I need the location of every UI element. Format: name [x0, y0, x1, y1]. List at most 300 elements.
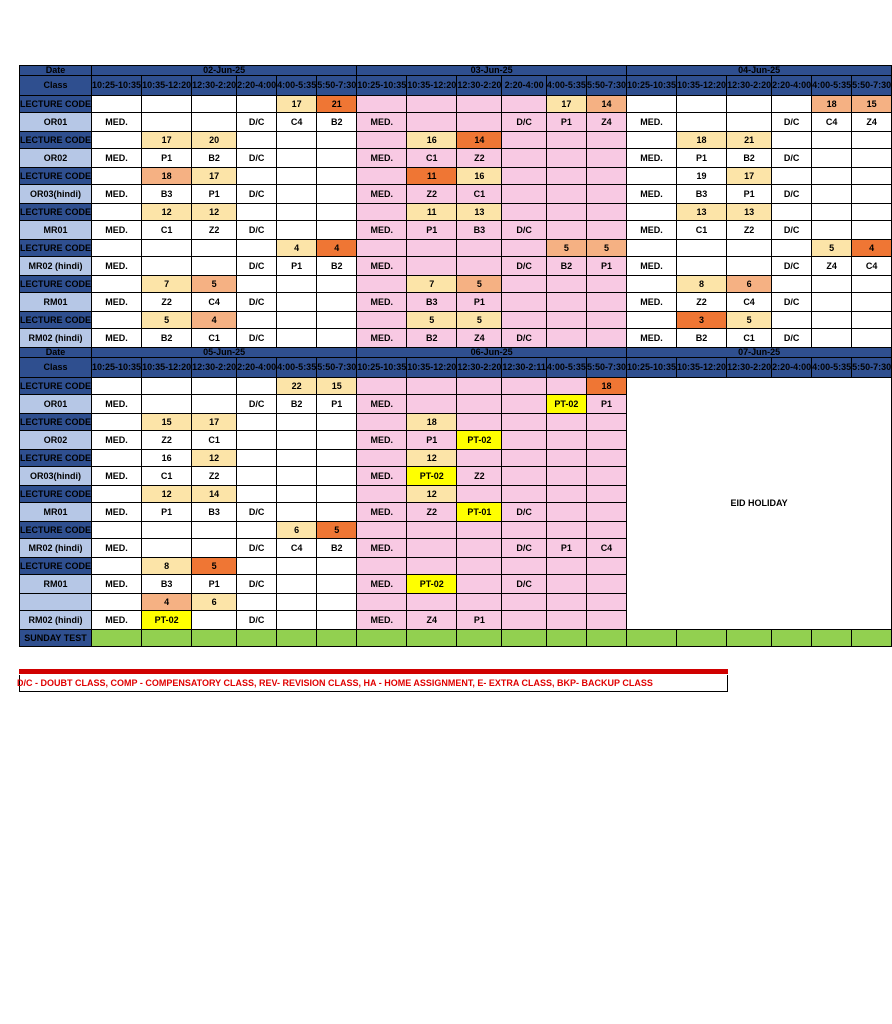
- schedule-cell: [546, 168, 586, 185]
- schedule-cell: [502, 395, 547, 414]
- schedule-cell: B2: [277, 395, 317, 414]
- schedule-cell: [812, 149, 852, 168]
- schedule-cell: [277, 312, 317, 329]
- schedule-cell: [317, 293, 357, 312]
- schedule-cell: P1: [407, 431, 457, 450]
- schedule-cell: B2: [317, 539, 357, 558]
- schedule-cell: 21: [317, 96, 357, 113]
- schedule-cell: [502, 450, 547, 467]
- sunday-test-cell: [626, 630, 676, 647]
- schedule-cell: [457, 414, 502, 431]
- schedule-cell: 5: [586, 240, 626, 257]
- schedule-cell: P1: [317, 395, 357, 414]
- schedule-cell: MED.: [626, 329, 676, 348]
- schedule-cell: 17: [277, 96, 317, 113]
- lecture-code-label: LECTURE CODE: [20, 132, 92, 149]
- schedule-cell: 5: [457, 276, 502, 293]
- schedule-cell: [772, 204, 812, 221]
- schedule-cell: D/C: [237, 113, 277, 132]
- schedule-cell: [277, 450, 317, 467]
- schedule-cell: Z2: [192, 221, 237, 240]
- schedule-cell: C4: [812, 113, 852, 132]
- class-name: OR03(hindi): [20, 185, 92, 204]
- schedule-cell: Z2: [677, 293, 727, 312]
- schedule-cell: D/C: [502, 503, 547, 522]
- schedule-cell: [546, 204, 586, 221]
- schedule-cell: [457, 539, 502, 558]
- schedule-cell: P1: [586, 257, 626, 276]
- schedule-cell: [457, 594, 502, 611]
- schedule-cell: 16: [457, 168, 502, 185]
- schedule-cell: MED.: [357, 293, 407, 312]
- schedule-cell: PT-01: [457, 503, 502, 522]
- schedule-cell: MED.: [92, 431, 142, 450]
- schedule-cell: [546, 329, 586, 348]
- time-slot-header: 10:35-12:20: [407, 76, 457, 96]
- schedule-cell: [357, 132, 407, 149]
- sunday-test-label: SUNDAY TEST: [20, 630, 92, 647]
- schedule-cell: 6: [277, 522, 317, 539]
- schedule-cell: [277, 414, 317, 431]
- schedule-cell: [237, 467, 277, 486]
- time-slot-header: 4:00-5:35: [277, 76, 317, 96]
- schedule-cell: [407, 378, 457, 395]
- schedule-cell: Z4: [586, 113, 626, 132]
- schedule-cell: [237, 450, 277, 467]
- class-row: [20, 185, 892, 204]
- schedule-cell: [317, 467, 357, 486]
- schedule-cell: [586, 522, 626, 539]
- schedule-cell: B2: [546, 257, 586, 276]
- schedule-cell: 4: [142, 594, 192, 611]
- schedule-cell: [407, 522, 457, 539]
- schedule-cell: P1: [192, 575, 237, 594]
- schedule-cell: D/C: [237, 395, 277, 414]
- date-header: 04-Jun-25: [626, 66, 891, 76]
- time-slot-header: 10:25-10:35: [92, 358, 142, 378]
- schedule-cell: [586, 467, 626, 486]
- schedule-cell: C4: [277, 539, 317, 558]
- schedule-cell: [852, 276, 892, 293]
- schedule-cell: [237, 522, 277, 539]
- schedule-cell: [502, 240, 547, 257]
- schedule-cell: [142, 522, 192, 539]
- schedule-cell: MED.: [92, 149, 142, 168]
- schedule-cell: [546, 486, 586, 503]
- lecture-code-label: LECTURE CODE: [20, 450, 92, 467]
- schedule-cell: [277, 293, 317, 312]
- schedule-cell: [457, 113, 502, 132]
- schedule-cell: B2: [142, 329, 192, 348]
- lecture-code-row: [20, 240, 892, 257]
- schedule-cell: MED.: [357, 329, 407, 348]
- schedule-cell: [237, 378, 277, 395]
- schedule-cell: [192, 240, 237, 257]
- schedule-cell: MED.: [357, 611, 407, 630]
- schedule-cell: D/C: [237, 503, 277, 522]
- lecture-code-row: [20, 96, 892, 113]
- schedule-cell: 17: [546, 96, 586, 113]
- schedule-cell: [92, 204, 142, 221]
- schedule-cell: [852, 329, 892, 348]
- schedule-cell: [357, 240, 407, 257]
- lecture-code-label: LECTURE CODE: [20, 204, 92, 221]
- schedule-cell: [546, 414, 586, 431]
- schedule-cell: 15: [317, 378, 357, 395]
- schedule-cell: [852, 149, 892, 168]
- schedule-cell: 4: [277, 240, 317, 257]
- schedule-cell: 11: [407, 204, 457, 221]
- schedule-cell: [92, 558, 142, 575]
- time-slot-header: 10:35-12:20: [142, 76, 192, 96]
- schedule-cell: 14: [457, 132, 502, 149]
- schedule-cell: 8: [677, 276, 727, 293]
- schedule-cell: D/C: [772, 257, 812, 276]
- schedule-cell: [357, 414, 407, 431]
- schedule-cell: 5: [812, 240, 852, 257]
- schedule-cell: [546, 467, 586, 486]
- schedule-cell: [546, 378, 586, 395]
- schedule-cell: 17: [727, 168, 772, 185]
- schedule-cell: [546, 185, 586, 204]
- date-header: 02-Jun-25: [92, 66, 357, 76]
- schedule-cell: [457, 486, 502, 503]
- schedule-cell: [812, 276, 852, 293]
- schedule-cell: [457, 522, 502, 539]
- sunday-test-cell: [812, 630, 852, 647]
- schedule-cell: [586, 204, 626, 221]
- time-slot-header: 10:35-12:20: [407, 358, 457, 378]
- sunday-test-cell: [317, 630, 357, 647]
- schedule-cell: D/C: [237, 149, 277, 168]
- schedule-cell: [502, 312, 547, 329]
- schedule-cell: [852, 293, 892, 312]
- schedule-cell: [546, 293, 586, 312]
- schedule-cell: 18: [142, 168, 192, 185]
- time-slot-header: 2:20-4:00: [237, 76, 277, 96]
- schedule-cell: [277, 149, 317, 168]
- schedule-cell: [407, 96, 457, 113]
- schedule-cell: 20: [192, 132, 237, 149]
- schedule-cell: [502, 185, 547, 204]
- lecture-code-label: LECTURE CODE: [20, 312, 92, 329]
- schedule-cell: [546, 522, 586, 539]
- lecture-code-row: [20, 312, 892, 329]
- schedule-cell: [502, 168, 547, 185]
- time-slot-header: 12:30-2:20: [727, 358, 772, 378]
- time-slot-header: 4:00-5:35: [812, 358, 852, 378]
- schedule-cell: [586, 132, 626, 149]
- schedule-cell: 18: [407, 414, 457, 431]
- schedule-cell: [586, 185, 626, 204]
- schedule-cell: [812, 185, 852, 204]
- schedule-cell: [277, 168, 317, 185]
- class-name: RM01: [20, 293, 92, 312]
- sunday-test-cell: [237, 630, 277, 647]
- sunday-test-cell: [192, 630, 237, 647]
- schedule-cell: [317, 221, 357, 240]
- time-slot-header: 10:35-12:20: [677, 358, 727, 378]
- schedule-cell: MED.: [626, 113, 676, 132]
- schedule-cell: 5: [727, 312, 772, 329]
- schedule-cell: C4: [192, 293, 237, 312]
- schedule-cell: P1: [546, 539, 586, 558]
- lecture-code-label: LECTURE CODE: [20, 96, 92, 113]
- schedule-cell: [357, 96, 407, 113]
- schedule-cell: 5: [457, 312, 502, 329]
- class-name: RM01: [20, 575, 92, 594]
- sunday-test-cell: [92, 630, 142, 647]
- schedule-cell: [586, 594, 626, 611]
- schedule-cell: [586, 312, 626, 329]
- schedule-cell: [237, 594, 277, 611]
- schedule-cell: MED.: [357, 395, 407, 414]
- schedule-cell: [92, 132, 142, 149]
- schedule-cell: [502, 96, 547, 113]
- schedule-cell: D/C: [237, 611, 277, 630]
- schedule-cell: [237, 276, 277, 293]
- schedule-cell: [812, 204, 852, 221]
- schedule-cell: [237, 431, 277, 450]
- schedule-cell: [626, 168, 676, 185]
- lecture-code-label: LECTURE CODE: [20, 486, 92, 503]
- time-header-row: [20, 358, 892, 378]
- schedule-cell: 14: [586, 96, 626, 113]
- time-slot-header: 5:50-7:30: [586, 76, 626, 96]
- schedule-cell: MED.: [92, 539, 142, 558]
- class-row: [20, 293, 892, 312]
- date-header: 05-Jun-25: [92, 348, 357, 358]
- schedule-cell: Z4: [407, 611, 457, 630]
- schedule-cell: [586, 431, 626, 450]
- schedule-cell: [92, 414, 142, 431]
- schedule-cell: [502, 594, 547, 611]
- sunday-test-cell: [357, 630, 407, 647]
- schedule-cell: [192, 113, 237, 132]
- schedule-cell: B3: [457, 221, 502, 240]
- schedule-cell: 16: [142, 450, 192, 467]
- class-name: MR01: [20, 221, 92, 240]
- schedule-cell: [626, 312, 676, 329]
- schedule-cell: [237, 558, 277, 575]
- schedule-cell: C1: [457, 185, 502, 204]
- schedule-cell: 12: [407, 486, 457, 503]
- schedule-cell: [277, 185, 317, 204]
- schedule-cell: [192, 395, 237, 414]
- schedule-cell: [546, 558, 586, 575]
- schedule-cell: [457, 378, 502, 395]
- schedule-cell: P1: [457, 611, 502, 630]
- schedule-cell: 5: [192, 276, 237, 293]
- time-slot-header: 10:25-10:35: [626, 76, 676, 96]
- schedule-cell: B2: [677, 329, 727, 348]
- class-name: RM02 (hindi): [20, 611, 92, 630]
- class-label: Class: [20, 76, 92, 96]
- sunday-test-cell: [546, 630, 586, 647]
- schedule-cell: MED.: [92, 293, 142, 312]
- schedule-cell: D/C: [772, 113, 812, 132]
- schedule-cell: [812, 221, 852, 240]
- schedule-cell: [546, 594, 586, 611]
- schedule-cell: [277, 431, 317, 450]
- schedule-cell: C1: [407, 149, 457, 168]
- schedule-cell: [407, 558, 457, 575]
- sunday-test-cell: [727, 630, 772, 647]
- schedule-cell: Z2: [142, 293, 192, 312]
- date-label: Date: [20, 348, 92, 358]
- schedule-cell: 11: [407, 168, 457, 185]
- time-slot-header: 12:30-2:20: [457, 358, 502, 378]
- schedule-cell: [812, 329, 852, 348]
- class-name: OR02: [20, 431, 92, 450]
- time-slot-header: 2:20-4:00: [772, 76, 812, 96]
- schedule-cell: [192, 611, 237, 630]
- schedule-cell: [92, 522, 142, 539]
- schedule-cell: [142, 539, 192, 558]
- schedule-cell: [812, 312, 852, 329]
- schedule-cell: PT-02: [407, 467, 457, 486]
- schedule-cell: 5: [142, 312, 192, 329]
- schedule-cell: [277, 204, 317, 221]
- schedule-cell: [727, 113, 772, 132]
- schedule-cell: [586, 450, 626, 467]
- schedule-cell: C4: [586, 539, 626, 558]
- schedule-cell: [237, 312, 277, 329]
- schedule-cell: [586, 221, 626, 240]
- time-slot-header: 5:50-7:30: [852, 358, 892, 378]
- time-slot-header: 12:30-2:20: [727, 76, 772, 96]
- schedule-cell: PT-02: [546, 395, 586, 414]
- schedule-cell: [317, 450, 357, 467]
- schedule-cell: Z4: [852, 113, 892, 132]
- schedule-cell: [92, 594, 142, 611]
- schedule-cell: [812, 293, 852, 312]
- time-slot-header: 10:25-10:35: [92, 76, 142, 96]
- schedule-cell: MED.: [357, 149, 407, 168]
- schedule-cell: MED.: [92, 575, 142, 594]
- schedule-cell: 17: [142, 132, 192, 149]
- schedule-cell: [317, 611, 357, 630]
- schedule-cell: [852, 132, 892, 149]
- class-row: [20, 221, 892, 240]
- schedule-cell: [317, 132, 357, 149]
- schedule-cell: [192, 96, 237, 113]
- schedule-cell: C4: [277, 113, 317, 132]
- schedule-cell: D/C: [237, 293, 277, 312]
- time-slot-header: 4:00-5:35: [277, 358, 317, 378]
- legend-footer: D/C - DOUBT CLASS, COMP - COMPENSATORY CLASS, REV- REVISION CLASS, HA - HOME ASSIGNMENT, E- EXTRA CLASS, BKP- BACKUP CLASS: [19, 675, 728, 692]
- lecture-code-label: LECTURE CODE: [20, 522, 92, 539]
- schedule-cell: [277, 329, 317, 348]
- schedule-cell: MED.: [92, 185, 142, 204]
- schedule-cell: P1: [407, 221, 457, 240]
- schedule-cell: B2: [192, 149, 237, 168]
- schedule-cell: [586, 414, 626, 431]
- schedule-cell: D/C: [772, 149, 812, 168]
- schedule-cell: D/C: [502, 257, 547, 276]
- schedule-cell: 18: [812, 96, 852, 113]
- schedule-cell: [772, 312, 812, 329]
- lecture-code-label: LECTURE CODE: [20, 414, 92, 431]
- schedule-cell: [237, 240, 277, 257]
- schedule-cell: [502, 558, 547, 575]
- schedule-cell: [502, 431, 547, 450]
- schedule-cell: MED.: [92, 503, 142, 522]
- schedule-cell: [357, 312, 407, 329]
- date-label: Date: [20, 66, 92, 76]
- schedule-cell: [357, 450, 407, 467]
- schedule-cell: [277, 503, 317, 522]
- sunday-test-cell: [142, 630, 192, 647]
- schedule-cell: [357, 558, 407, 575]
- schedule-cell: P1: [677, 149, 727, 168]
- schedule-cell: MED.: [357, 539, 407, 558]
- schedule-cell: C1: [677, 221, 727, 240]
- schedule-cell: [92, 96, 142, 113]
- schedule-cell: 13: [457, 204, 502, 221]
- schedule-cell: P1: [727, 185, 772, 204]
- time-slot-header: 10:25-10:35: [357, 76, 407, 96]
- lecture-code-label: LECTURE CODE: [20, 276, 92, 293]
- time-slot-header: 12:30-2:20: [192, 76, 237, 96]
- schedule-cell: [407, 240, 457, 257]
- schedule-cell: [626, 96, 676, 113]
- schedule-cell: [277, 486, 317, 503]
- schedule-cell: MED.: [357, 467, 407, 486]
- schedule-cell: [457, 240, 502, 257]
- schedule-cell: [457, 450, 502, 467]
- schedule-cell: MED.: [92, 221, 142, 240]
- schedule-cell: C1: [142, 467, 192, 486]
- schedule-cell: MED.: [626, 185, 676, 204]
- schedule-cell: 5: [317, 522, 357, 539]
- schedule-cell: [317, 149, 357, 168]
- schedule-cell: PT-02: [142, 611, 192, 630]
- schedule-cell: B2: [317, 113, 357, 132]
- schedule-cell: Z4: [457, 329, 502, 348]
- schedule-cell: 21: [727, 132, 772, 149]
- schedule-cell: [626, 204, 676, 221]
- schedule-cell: [407, 594, 457, 611]
- time-header-row: [20, 76, 892, 96]
- schedule-cell: D/C: [237, 185, 277, 204]
- lecture-code-label: LECTURE CODE: [20, 378, 92, 395]
- sunday-test-cell: [586, 630, 626, 647]
- schedule-cell: [237, 486, 277, 503]
- schedule-cell: [142, 113, 192, 132]
- lecture-code-label: LECTURE CODE: [20, 240, 92, 257]
- schedule-cell: [357, 168, 407, 185]
- schedule-cell: [457, 96, 502, 113]
- schedule-cell: 19: [677, 168, 727, 185]
- time-slot-header: 10:25-10:35: [357, 358, 407, 378]
- schedule-cell: [546, 149, 586, 168]
- class-row: [20, 113, 892, 132]
- time-slot-header: 4:00-5:35: [546, 358, 586, 378]
- schedule-cell: [142, 378, 192, 395]
- class-name: MR01: [20, 503, 92, 522]
- schedule-cell: [357, 378, 407, 395]
- schedule-cell: 17: [192, 414, 237, 431]
- schedule-cell: D/C: [772, 221, 812, 240]
- schedule-cell: MED.: [357, 503, 407, 522]
- schedule-cell: D/C: [237, 221, 277, 240]
- schedule-cell: B3: [142, 575, 192, 594]
- schedule-cell: D/C: [502, 221, 547, 240]
- class-name: MR02 (hindi): [20, 257, 92, 276]
- time-slot-header: 10:35-12:20: [677, 76, 727, 96]
- schedule-cell: 16: [407, 132, 457, 149]
